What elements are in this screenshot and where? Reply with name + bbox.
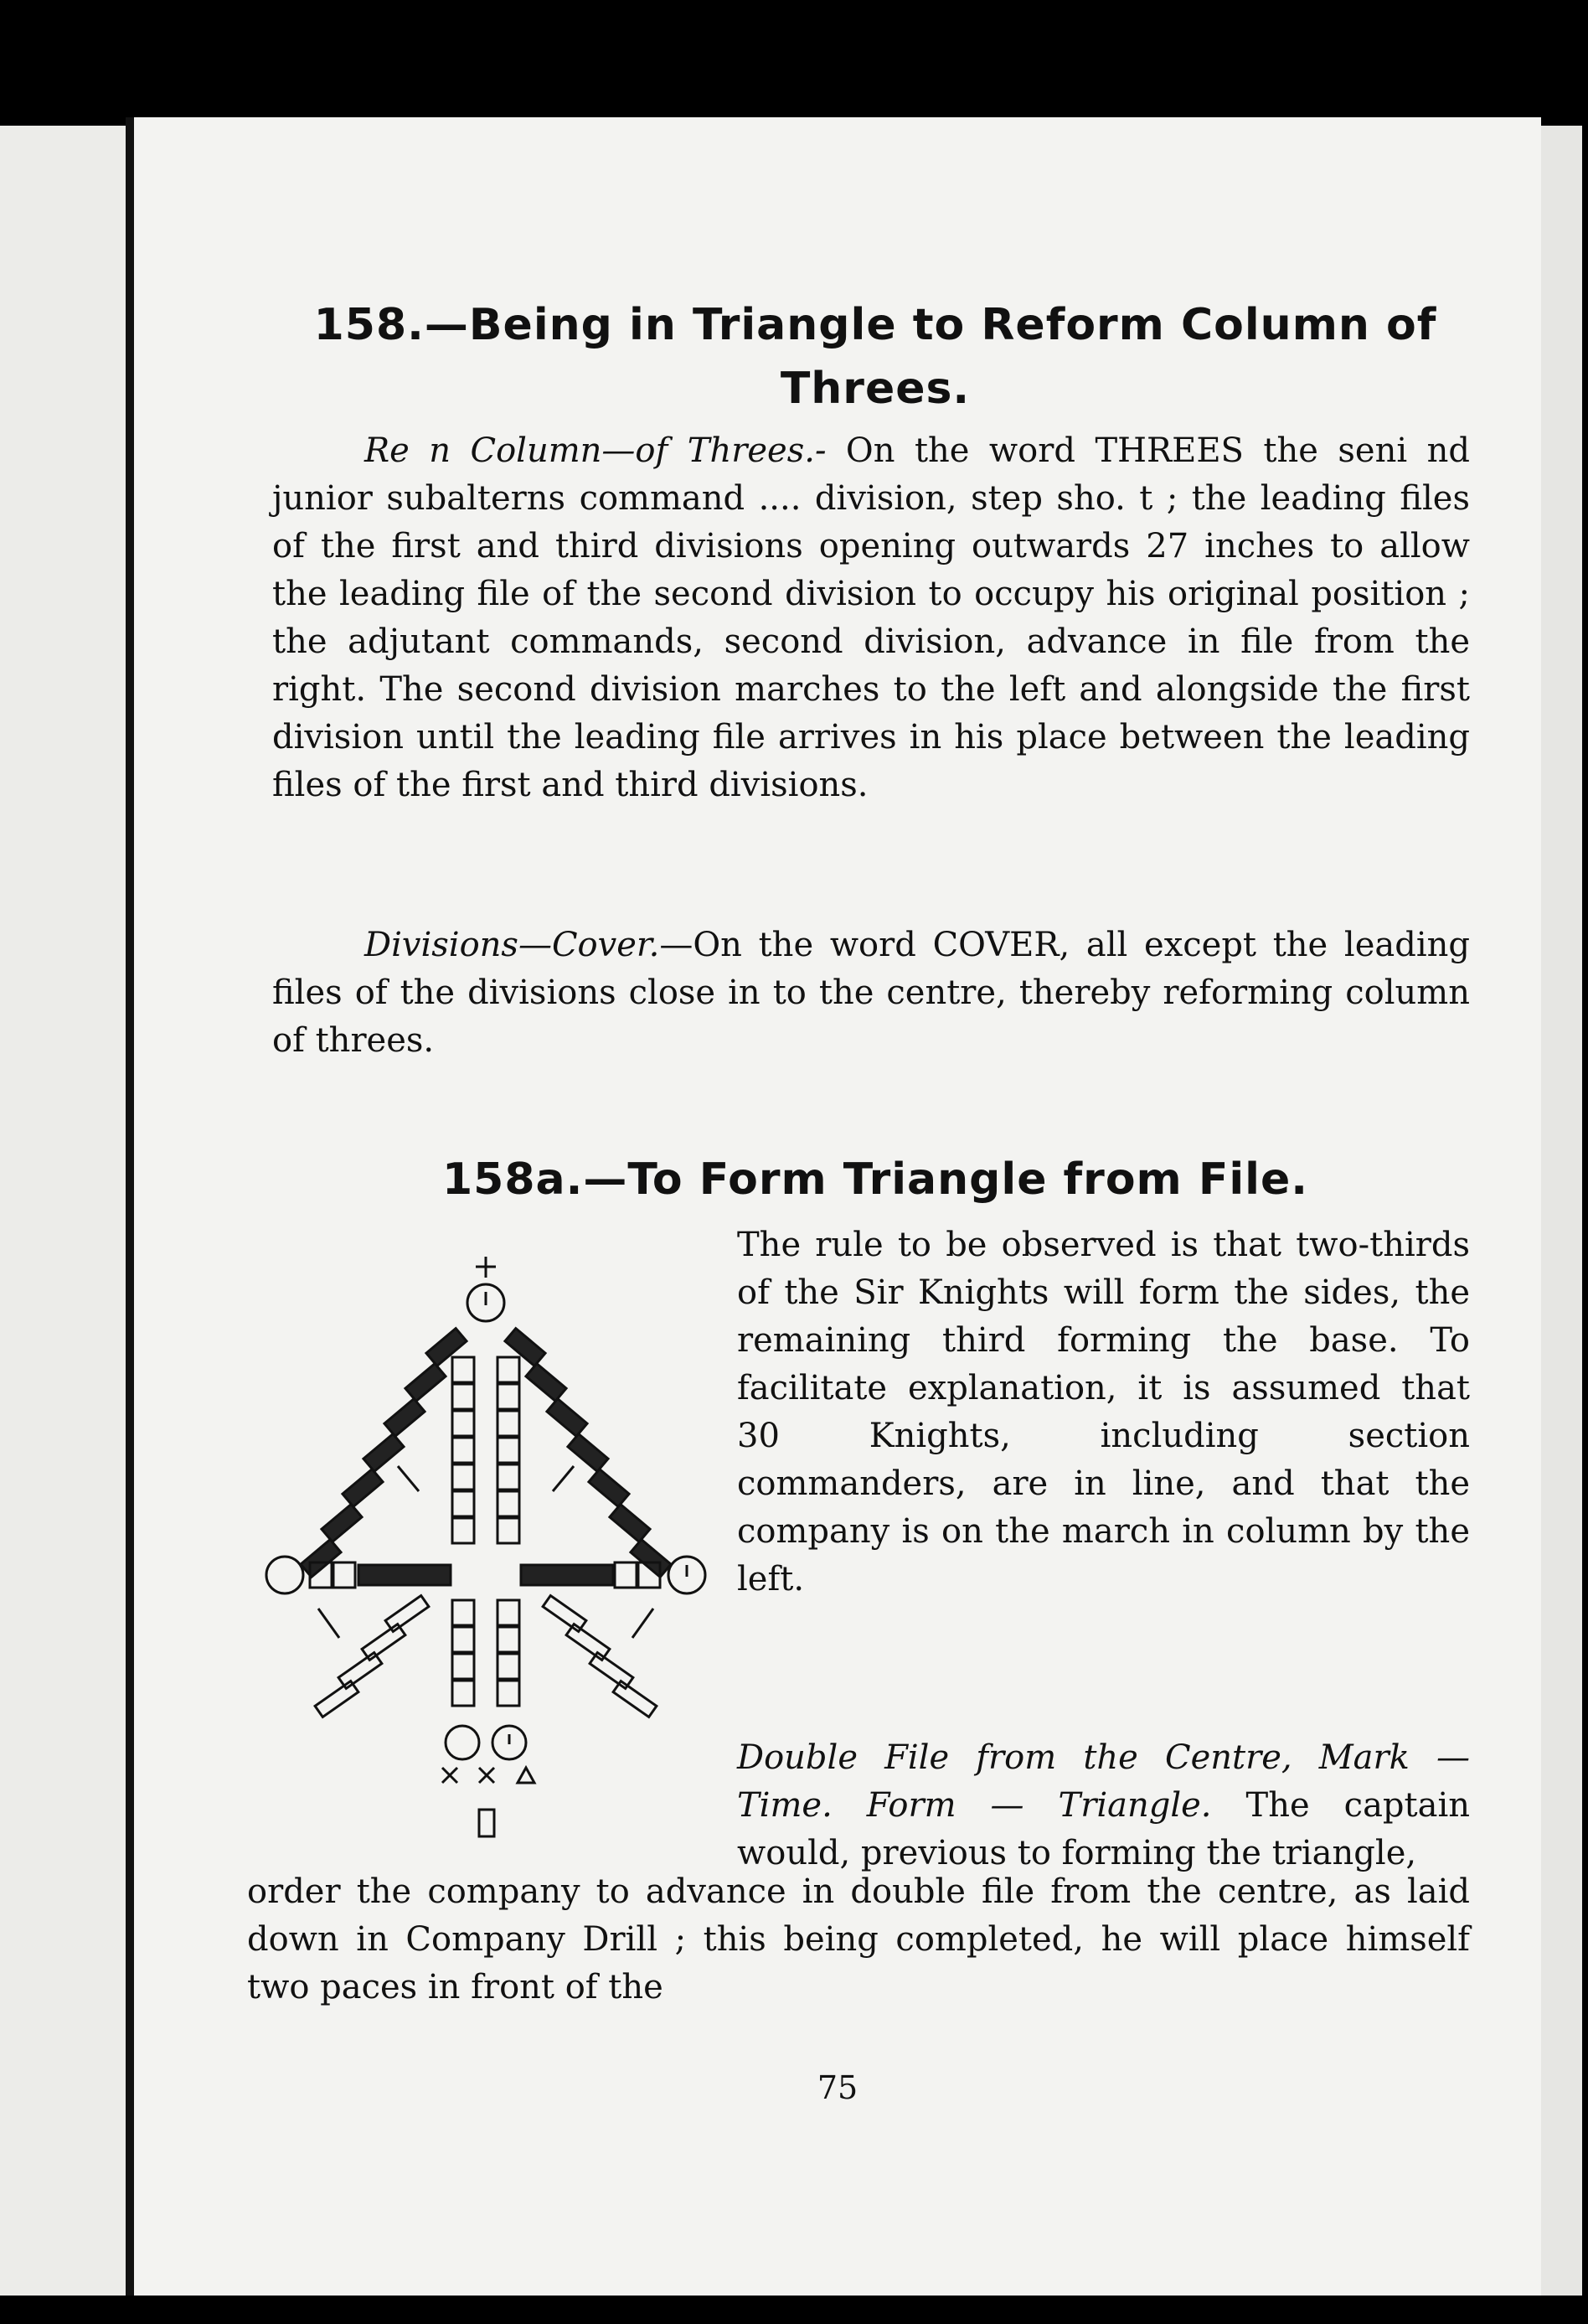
section-158-heading: 158.—Being in Triangle to Reform Column of Threes.	[313, 300, 1437, 414]
rear-left-officer	[446, 1726, 479, 1759]
base-rank	[266, 1557, 705, 1593]
left-officer-sword	[398, 1466, 419, 1491]
right-base-sword	[632, 1609, 653, 1638]
paragraph-2-continuation: The captain would, previous to forming the triangle,	[737, 1786, 1471, 1872]
rear-left-files	[315, 1596, 429, 1717]
right-side-files	[505, 1329, 671, 1578]
right-officer-sword	[553, 1466, 574, 1491]
left-base-sword	[318, 1609, 339, 1638]
rear-file-marker	[479, 1810, 494, 1836]
section-158a-paragraph-1: The rule to be observed is that two-thirds of the Sir Knights will form the sides, the remaining third forming the base. To facilitate explanation, it is assumed that 30 Knights, including section commanders, are in line, and that the company is on the march in column by the left.	[737, 1226, 1470, 1598]
centre-double-file	[452, 1357, 519, 1706]
triangle-marker	[518, 1768, 534, 1783]
command-reform-column: Re n Column—of Threes.-	[364, 431, 827, 470]
paragraph-1-text: On the word THREES the seni nd junior subalterns command .... division, step sho. t ; the leading files of the first and third divisions opening outwards 27 inches to allow the leading file of the second division to occupy his original position ; the adjutant commands, second division, advance in file from the right. The second division marches to the left and alongside the first division until the leading file arrives in his place between the leading files of the first and third divisions.	[272, 431, 1470, 804]
facing-page-edge	[0, 126, 126, 2296]
section-158-paragraph-1	[272, 427, 1470, 809]
section-158-paragraph-2	[272, 922, 1470, 1065]
paragraph-2-text: —On the word COVER, all except the leading files of the divisions close in to the centre, thereby reforming column of threes.	[272, 926, 1470, 1060]
command-divisions-cover: Divisions—Cover.	[364, 926, 660, 964]
triangle-formation-diagram	[260, 1240, 712, 1960]
command-form-triangle: Double File from the Centre, Mark — Time. Form — Triangle.	[737, 1738, 1470, 1825]
section-158a-heading: 158a.—To Form Triangle from File.	[441, 1154, 1309, 1205]
page-number: 75	[817, 2069, 858, 2106]
rear-right-files	[543, 1596, 657, 1717]
section-158a-paragraph-2	[737, 1734, 1470, 1877]
section-158a-paragraph-3: order the company to advance in double file from the centre, as laid down in Company Drill ; this being completed, he will place himself two paces in front of the	[247, 1872, 1470, 2006]
book-page	[126, 117, 1541, 2296]
left-side-files	[301, 1329, 467, 1578]
